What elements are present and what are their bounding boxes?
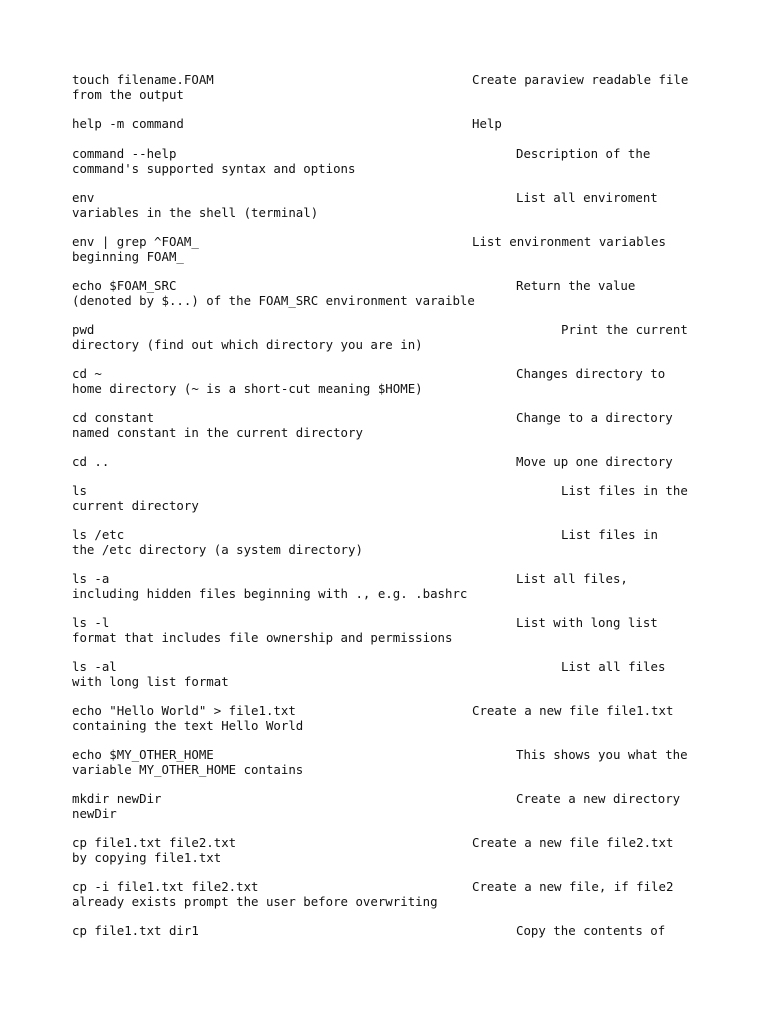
description-text: List environment variables xyxy=(472,234,666,249)
description-text: Create paraview readable file xyxy=(472,72,689,87)
description-text: Create a new file file2.txt xyxy=(472,835,674,850)
description-continuation: variable MY_OTHER_HOME contains xyxy=(72,762,304,777)
description-text: Create a new file file1.txt xyxy=(472,703,674,718)
description-text: Print the current xyxy=(561,322,688,337)
description-text: Changes directory to xyxy=(516,366,666,381)
command-text: cp file1.txt file2.txt xyxy=(72,835,237,850)
description-continuation: the /etc directory (a system directory) xyxy=(72,542,363,557)
description-text: This shows you what the xyxy=(516,747,688,762)
command-text: cp file1.txt dir1 xyxy=(72,923,199,938)
description-continuation: named constant in the current directory xyxy=(72,425,363,440)
command-text: help -m command xyxy=(72,116,184,131)
description-continuation: directory (find out which directory you are in) xyxy=(72,337,423,352)
description-continuation: variables in the shell (terminal) xyxy=(72,205,319,220)
description-text: Help xyxy=(472,116,502,131)
command-text: cd ~ xyxy=(72,366,102,381)
command-text: cd .. xyxy=(72,454,110,469)
command-text: pwd xyxy=(72,322,95,337)
description-continuation: home directory (~ is a short-cut meaning $HOME) xyxy=(72,381,423,396)
command-text: env xyxy=(72,190,95,205)
command-text: cp -i file1.txt file2.txt xyxy=(72,879,259,894)
command-text: env | grep ^FOAM_ xyxy=(72,234,199,249)
description-continuation: newDir xyxy=(72,806,117,821)
command-text: ls -al xyxy=(72,659,117,674)
command-text: echo "Hello World" > file1.txt xyxy=(72,703,296,718)
description-text: List all files, xyxy=(516,571,628,586)
description-continuation: with long list format xyxy=(72,674,229,689)
command-text: echo $FOAM_SRC xyxy=(72,278,177,293)
description-text: List with long list xyxy=(516,615,658,630)
description-text: Create a new file, if file2 xyxy=(472,879,674,894)
description-text: List all files xyxy=(561,659,666,674)
description-continuation: from the output xyxy=(72,87,184,102)
description-continuation: beginning FOAM_ xyxy=(72,249,184,264)
description-text: Move up one directory xyxy=(516,454,673,469)
command-text: touch filename.FOAM xyxy=(72,72,214,87)
description-text: Return the value xyxy=(516,278,636,293)
command-text: echo $MY_OTHER_HOME xyxy=(72,747,214,762)
command-text: mkdir newDir xyxy=(72,791,162,806)
description-continuation: current directory xyxy=(72,498,199,513)
description-text: Create a new directory xyxy=(516,791,681,806)
description-text: Description of the xyxy=(516,146,651,161)
command-text: ls -l xyxy=(72,615,110,630)
description-text: List all enviroment xyxy=(516,190,658,205)
command-text: ls xyxy=(72,483,87,498)
description-text: Copy the contents of xyxy=(516,923,666,938)
description-continuation: format that includes file ownership and permissions xyxy=(72,630,453,645)
command-text: ls -a xyxy=(72,571,110,586)
description-continuation: including hidden files beginning with ., e.g. .bashrc xyxy=(72,586,468,601)
description-text: List files in xyxy=(561,527,658,542)
description-continuation: containing the text Hello World xyxy=(72,718,304,733)
command-text: cd constant xyxy=(72,410,155,425)
description-text: Change to a directory xyxy=(516,410,673,425)
command-text: command --help xyxy=(72,146,177,161)
command-text: ls /etc xyxy=(72,527,125,542)
description-continuation: (denoted by $...) of the FOAM_SRC environment varaible xyxy=(72,293,475,308)
description-continuation: already exists prompt the user before overwriting xyxy=(72,894,438,909)
description-continuation: by copying file1.txt xyxy=(72,850,222,865)
description-text: List files in the xyxy=(561,483,688,498)
description-continuation: command's supported syntax and options xyxy=(72,161,356,176)
